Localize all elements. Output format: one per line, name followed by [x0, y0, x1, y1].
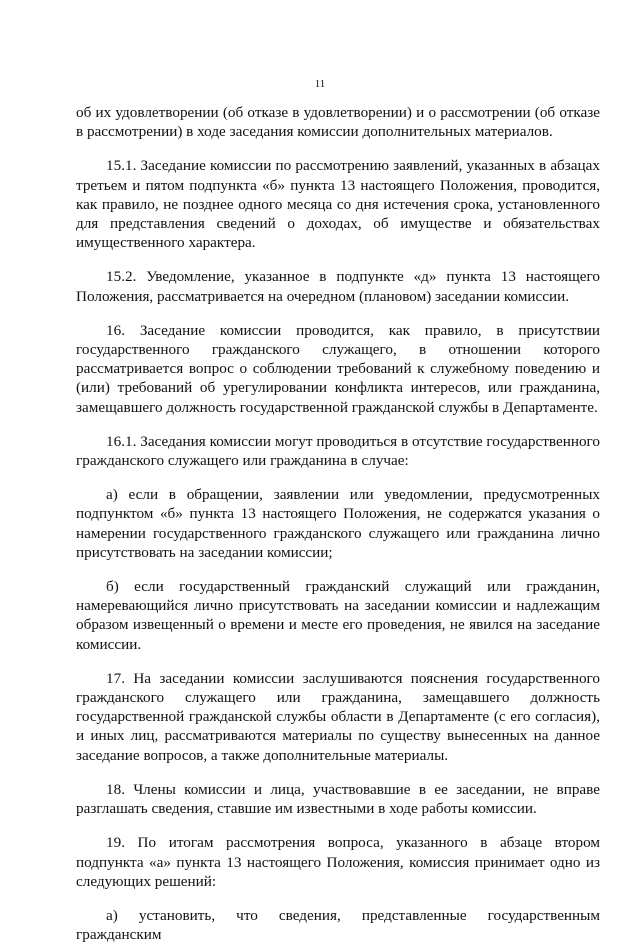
- paragraph-16-1-b: б) если государственный гражданский служащий или гражданин, намеревающийся лично присутствовать на заседании комиссии и надлежащим образом извещенный о времени и месте его проведения, не явился на заседание комиссии.: [76, 578, 600, 653]
- page-number: 11: [314, 78, 326, 90]
- paragraph-16-1: 16.1. Заседания комиссии могут проводиться в отсутствие государственного гражданского служащего или гражданина в случае:: [76, 432, 600, 470]
- paragraph-19-a: а) установить, что сведения, представленные государственным гражданским: [76, 906, 600, 944]
- paragraph-16: 16. Заседание комиссии проводится, как правило, в присутствии государственного гражданского служащего, в отношении которого рассматривается вопрос о соблюдении требований к служебному поведению и (или) требований об урегулировании конфликта интересов, или гражданина, замещавшего должность государственной гражданской службы в Департаменте.: [76, 321, 600, 416]
- paragraph-15-1: 15.1. Заседание комиссии по рассмотрению заявлений, указанных в абзацах третьем и пятом подпункта «б» пункта 13 настоящего Положения, проводится, как правило, не позднее одного месяца со дня истечения срока, установленного для представления сведений о доходах, об имуществе и обязательствах имущественного характера.: [76, 157, 600, 252]
- paragraph-15-2: 15.2. Уведомление, указанное в подпункте «д» пункта 13 настоящего Положения, рассматривается на очередном (плановом) заседании комиссии.: [76, 268, 600, 305]
- paragraph-continuation: об их удовлетворении (об отказе в удовлетворении) и о рассмотрении (об отказе в рассмотрении) в ходе заседания комиссии дополнительных материалов.: [76, 104, 600, 141]
- document-body: [76, 103, 600, 944]
- paragraph-19: 19. По итогам рассмотрения вопроса, указанного в абзаце втором подпункта «а» пункта 13 настоящего Положения, комиссия принимает одно из следующих решений:: [76, 834, 600, 890]
- paragraph-17: 17. На заседании комиссии заслушиваются пояснения государственного гражданского служащего или гражданина, замещавшего должность государственной гражданской службы области в Департаменте (с его согласия), и иных лиц, рассматриваются материалы по существу вынесенных на данное заседание вопросов, а также дополнительные материалы.: [76, 669, 600, 764]
- paragraph-16-1-a: а) если в обращении, заявлении или уведомлении, предусмотренных подпунктом «б» пункта 13 настоящего Положения, не содержатся указания о намерении государственного гражданского служащего или гражданина лично присутствовать на заседании комиссии;: [76, 486, 600, 561]
- paragraph-18: 18. Члены комиссии и лица, участвовавшие в ее заседании, не вправе разглашать сведения, ставшие им известными в ходе работы комиссии.: [76, 780, 600, 818]
